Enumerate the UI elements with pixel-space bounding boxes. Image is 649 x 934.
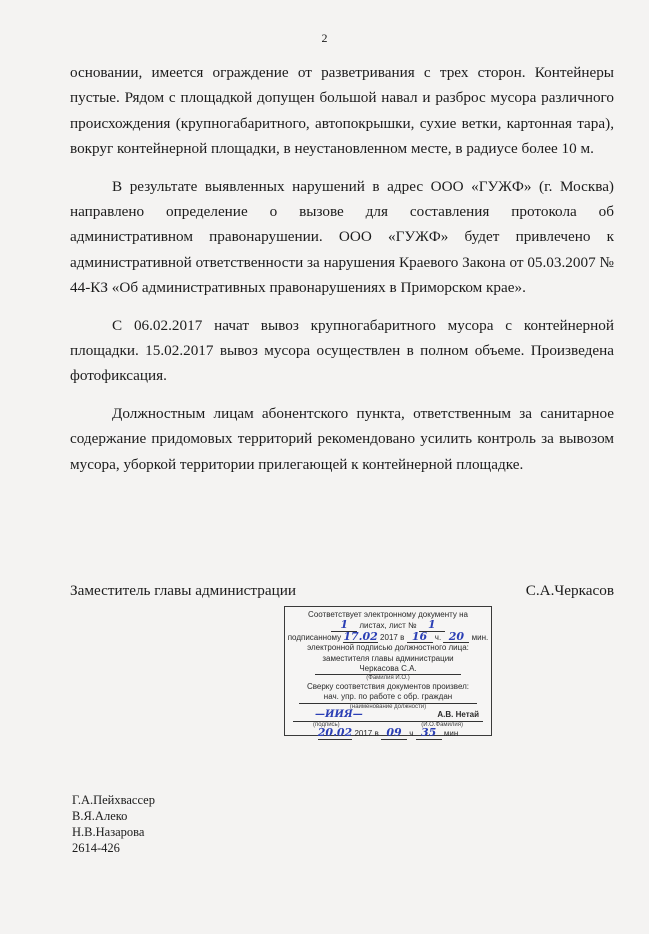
stamp-verifier-name: А.В. Нетай	[437, 710, 479, 720]
stamp-verify-minutes: 35	[416, 728, 442, 739]
stamp-verify-date: 20.02	[317, 726, 353, 740]
stamp-signed-hour: 16	[407, 632, 433, 643]
stamp-verify-minutes-label: мин	[443, 729, 459, 739]
signatory-position: Заместитель главы администрации	[70, 582, 296, 599]
paragraph-continuation: основании, имеется ограждение от разветривания с трех сторон. Контейнеры пустые. Рядом с площадкой допущен большой навал и разброс мусора различного происхождения (крупногабаритного, автопокрышки, сухие ветки, картонная тара), вокруг контейнерной площадки, в неустановленном месте, в радиусе более 10 м.	[70, 64, 614, 158]
stamp-signed-date: 17.02	[343, 629, 378, 643]
stamp-line-5: заместителя главы администрации	[322, 653, 454, 663]
stamp-minutes-label: мин.	[471, 632, 489, 642]
stamp-verify-hour: 09	[381, 728, 407, 739]
stamp-handwritten-signature: —ИИЯ—	[315, 709, 363, 721]
stamp-hour-separator: ч.	[434, 632, 442, 642]
stamp-sheets-value: 1	[331, 620, 357, 631]
executor-phone: 2614-426	[72, 841, 120, 855]
stamp-line-6: Сверку соответствия документов произвел:	[306, 681, 470, 691]
stamp-signature-caption: (подпись)	[313, 721, 340, 728]
stamp-signed-minutes: 20	[443, 632, 469, 643]
stamp-official-name: Черкасова С.А.	[315, 664, 461, 675]
stamp-verifier-row	[285, 710, 491, 720]
stamp-line-1: Соответствует электронному документу на	[308, 610, 468, 619]
stamp-verifier-name-caption: (И.О.Фамилия)	[421, 721, 463, 728]
stamp-signed-row	[285, 629, 491, 643]
stamp-line-4: электронной подписью должностного лица:	[307, 643, 469, 653]
executor-name: Н.В.Назарова	[72, 825, 145, 839]
paragraph-violations: В результате выявленных нарушений в адрес ООО «ГУЖФ» (г. Москва) направлено определение о вызове для составления протокола об административном правонарушении. ООО «ГУЖФ» будет привлечено к административной ответственности за нарушения Краевого Закона от 05.03.2007 № 44-КЗ «Об административных правонарушениях в Приморском крае».	[70, 177, 614, 297]
stamp-verifier-position: нач. упр. по работе с обр. граждан	[299, 692, 477, 703]
stamp-signed-label: подписанному	[287, 632, 342, 642]
executor-name: В.Я.Алеко	[72, 809, 128, 823]
signatory-name: С.А.Черкасов	[525, 582, 614, 599]
stamp-sheet-number: 1	[419, 620, 445, 631]
stamp-verify-year: 2017 в	[354, 729, 379, 739]
executors-list	[72, 792, 155, 856]
stamp-verifier-position-caption: (наименование должности)	[349, 703, 427, 710]
stamp-signed-year: 2017 в	[380, 632, 405, 642]
page-number: 2	[321, 31, 328, 45]
stamp-sheets-label: листах, лист №	[359, 621, 417, 631]
certification-stamp	[284, 606, 492, 740]
signature-block	[70, 582, 614, 600]
stamp-verify-hour-separator: ч	[409, 729, 414, 739]
stamp-verify-date-row	[285, 728, 491, 739]
letter-body	[70, 60, 614, 489]
stamp-official-caption: (Фамилия И.О.)	[366, 675, 410, 682]
paragraph-removal: С 06.02.2017 начат вывоз крупногабаритного мусора с контейнерной площадки. 15.02.2017 вывоз мусора осуществлен в полном объеме. Произведена фотофиксация.	[70, 316, 614, 385]
paragraph-recommendation: Должностным лицам абонентского пункта, ответственным за санитарное содержание придомовых территорий рекомендовано усилить контроль за вывозом мусора, уборкой территории прилегающей к контейнерной площадке.	[70, 404, 614, 473]
executor-name: Г.А.Пейхвассер	[72, 793, 155, 807]
